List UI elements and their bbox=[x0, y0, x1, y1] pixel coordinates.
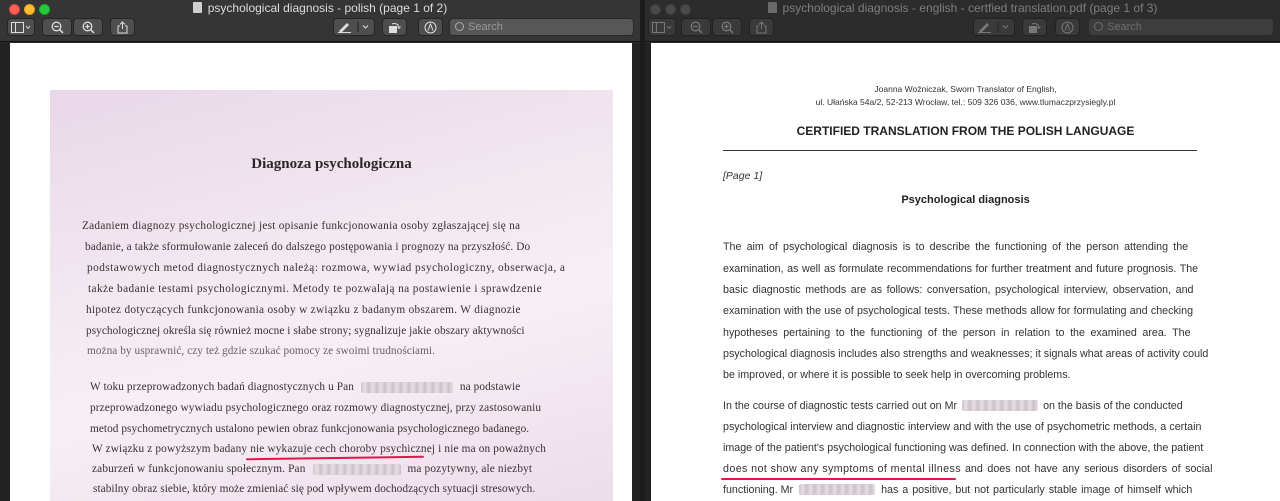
markup-toolbar-button[interactable] bbox=[1055, 18, 1080, 36]
polish-heading: Diagnoza psychologiczna bbox=[251, 156, 412, 172]
redacted-name bbox=[361, 382, 453, 393]
polish-p2-line-1 bbox=[90, 381, 520, 393]
polish-highlighted-phrase: nie wykazuje cech choroby psychicznej bbox=[250, 443, 436, 455]
rotate-icon bbox=[388, 21, 401, 34]
pen-icon bbox=[977, 21, 1011, 33]
redacted-name bbox=[962, 400, 1038, 411]
markup-icon bbox=[1061, 21, 1074, 34]
right-preview-window bbox=[645, 0, 1280, 501]
share-button[interactable] bbox=[749, 18, 774, 36]
right-window-title-wrap bbox=[645, 1, 1280, 15]
english-p2-line-2: psychological interview and diagnostic interview and with the use of psychometric methods, a certain bbox=[723, 421, 1202, 433]
left-titlebar bbox=[0, 0, 640, 42]
zoom-in-button[interactable] bbox=[712, 18, 742, 36]
english-p2-line-4-after: and does not have any serious disorders of social bbox=[964, 463, 1213, 475]
polish-p2-line-5 bbox=[92, 463, 532, 475]
search-field[interactable] bbox=[1088, 18, 1274, 36]
polish-p1-line-1: Zadaniem diagnozy psychologicznej jest opisanie funkcjonowania osoby zgłaszającej się na bbox=[82, 220, 521, 232]
search-placeholder: Search bbox=[1107, 21, 1142, 33]
english-heading: Psychological diagnosis bbox=[901, 194, 1030, 206]
sidebar-toggle-button[interactable] bbox=[7, 18, 35, 36]
polish-p2-line-3: metod psychometrycznych ustalono pewien obraz funkcjonowania psychologicznego badanego. bbox=[90, 423, 530, 435]
header-rule bbox=[723, 150, 1197, 151]
polish-p1-line-4: także badanie testami psychologicznymi. Metody te pozwalają na postawienie i sprawdzenie bbox=[88, 283, 542, 295]
translator-header-line-2: ul. Ułańska 54a/2, 52-213 Wrocław, tel.: 509 326 036, www.tlumaczprzysiegly.pl bbox=[815, 97, 1116, 107]
rotate-button[interactable] bbox=[382, 18, 407, 36]
polish-p2-line-4 bbox=[92, 443, 546, 455]
polish-p2-line-4-after: i nie ma on poważnych bbox=[438, 443, 547, 455]
sidebar-icon bbox=[652, 22, 672, 33]
english-red-underline bbox=[721, 478, 956, 480]
left-document-viewport[interactable] bbox=[0, 43, 640, 501]
translator-header-line-1: Joanna Woźniczak, Sworn Translator of English, bbox=[874, 84, 1057, 94]
markup-pen-button[interactable] bbox=[333, 18, 375, 36]
search-icon bbox=[1094, 22, 1103, 31]
english-p2-line-5-before: functioning. Mr bbox=[723, 484, 794, 496]
polish-p2-line-5-after: ma pozytywny, ale niezbyt bbox=[407, 463, 533, 475]
polish-p1-line-6: psychologicznej określa się również mocne i słabe strony; sygnalizuje jakie obszary aktywności bbox=[86, 325, 525, 337]
document-icon bbox=[768, 2, 777, 13]
markup-icon bbox=[424, 21, 437, 34]
page-label: [Page 1] bbox=[723, 170, 763, 182]
right-document-viewport[interactable] bbox=[645, 43, 1280, 501]
polish-p1-line-3: podstawowych metod diagnostycznych należą: rozmowa, wywiad psychologiczny, obserwacja, a bbox=[87, 262, 566, 274]
english-p2-line-1 bbox=[723, 400, 1203, 412]
english-p1-line-2: examination, as well as formulate recommendations for further treatment and future prognosis. The bbox=[723, 263, 1199, 275]
english-p2-line-1-after: on the basis of the conducted bbox=[1043, 400, 1183, 412]
polish-p2-line-1-before: W toku przeprowadzonych badań diagnostycznych u Pan bbox=[90, 381, 355, 393]
markup-pen-button[interactable] bbox=[973, 18, 1015, 36]
english-highlighted-phrase: does not show any symptoms of mental illness bbox=[723, 463, 961, 475]
polish-p1-line-7: można by usprawnić, czy też gdzie szukać pomocy ze swoimi trudnościami. bbox=[87, 345, 435, 357]
english-p2-line-3: image of the patient's psychological functioning was defined. In connection with the above, the patient bbox=[723, 442, 1204, 454]
sidebar-icon bbox=[11, 22, 31, 33]
polish-p1-line-5: hipotez dotyczących funkcjonowania osoby w związku z badanym obszarem. W diagnozie bbox=[86, 304, 521, 316]
share-button[interactable] bbox=[110, 18, 135, 36]
zoom-out-icon bbox=[690, 21, 703, 34]
redacted-name bbox=[799, 484, 875, 495]
share-icon bbox=[756, 21, 767, 34]
rotate-icon bbox=[1028, 21, 1041, 34]
share-icon bbox=[117, 21, 128, 34]
right-window-title: psychological diagnosis - english - certfied translation.pdf (page 1 of 3) bbox=[782, 1, 1158, 15]
english-p1-line-5: hypotheses pertaining to the functioning of the person in relation to the examined area. The bbox=[723, 327, 1191, 339]
polish-p2-line-5-before: zaburzeń w funkcjonowaniu społecznym. Pan bbox=[92, 463, 306, 475]
left-window-title-wrap bbox=[0, 1, 640, 15]
english-p1-line-1: The aim of psychological diagnosis is to describe the functioning of the person attending the bbox=[723, 241, 1189, 253]
polish-p2-line-2: przeprowadzonego wywiadu psychologicznego oraz rozmowy diagnostycznej, przy zastosowaniu bbox=[90, 402, 542, 414]
sidebar-toggle-button[interactable] bbox=[648, 18, 676, 36]
redacted-name bbox=[313, 464, 401, 475]
polish-red-underline bbox=[246, 456, 424, 460]
english-p1-line-4: examination with the use of psychological tests. These methods allow for formulating and checking bbox=[723, 305, 1194, 317]
zoom-in-icon bbox=[721, 21, 734, 34]
search-field[interactable] bbox=[449, 18, 634, 36]
zoom-in-button[interactable] bbox=[73, 18, 103, 36]
english-p2-line-1-before: In the course of diagnostic tests carried out on Mr bbox=[723, 400, 958, 412]
search-placeholder: Search bbox=[468, 21, 503, 33]
polish-p2-line-1-after: na podstawie bbox=[459, 381, 521, 393]
english-p1-line-7: be improved, or where it is possible to seek help in overcoming problems. bbox=[723, 369, 1071, 381]
polish-p1-line-2: badanie, a także sformułowanie zaleceń do dalszego postępowania i prognozy na przyszłość. Do bbox=[85, 241, 531, 253]
markup-toolbar-button[interactable] bbox=[418, 18, 443, 36]
english-p2-line-4 bbox=[723, 463, 1213, 475]
certified-translation-title: CERTIFIED TRANSLATION FROM THE POLISH LANGUAGE bbox=[796, 124, 1135, 138]
english-p2-line-5 bbox=[723, 484, 1203, 496]
rotate-button[interactable] bbox=[1022, 18, 1047, 36]
right-titlebar bbox=[645, 0, 1280, 42]
search-icon bbox=[455, 22, 464, 31]
right-document-page bbox=[651, 43, 1280, 501]
english-p1-line-6: psychological diagnosis includes also strengths and weaknesses; it signals what areas of activity could bbox=[723, 348, 1209, 360]
english-p1-line-3: basic diagnostic methods are as follows: conversation, psychological interview, observation, and bbox=[723, 284, 1194, 296]
left-window-title: psychological diagnosis - polish (page 1 of 2) bbox=[207, 1, 448, 15]
left-document-page bbox=[10, 43, 632, 501]
polish-p2-line-6: stabilny obraz siebie, który może zmieniać się pod wpływem dochodzących sytuacji stresowych. bbox=[93, 483, 536, 495]
zoom-out-icon bbox=[51, 21, 64, 34]
document-icon bbox=[193, 2, 202, 13]
zoom-in-icon bbox=[82, 21, 95, 34]
zoom-out-button[interactable] bbox=[681, 18, 711, 36]
pen-icon bbox=[337, 21, 371, 33]
zoom-out-button[interactable] bbox=[42, 18, 72, 36]
polish-p2-line-4-before: W związku z powyższym badany bbox=[92, 443, 248, 455]
scanned-polish-page bbox=[50, 90, 613, 501]
english-p2-line-5-after: has a positive, but not particularly stable image of himself which bbox=[881, 484, 1193, 496]
